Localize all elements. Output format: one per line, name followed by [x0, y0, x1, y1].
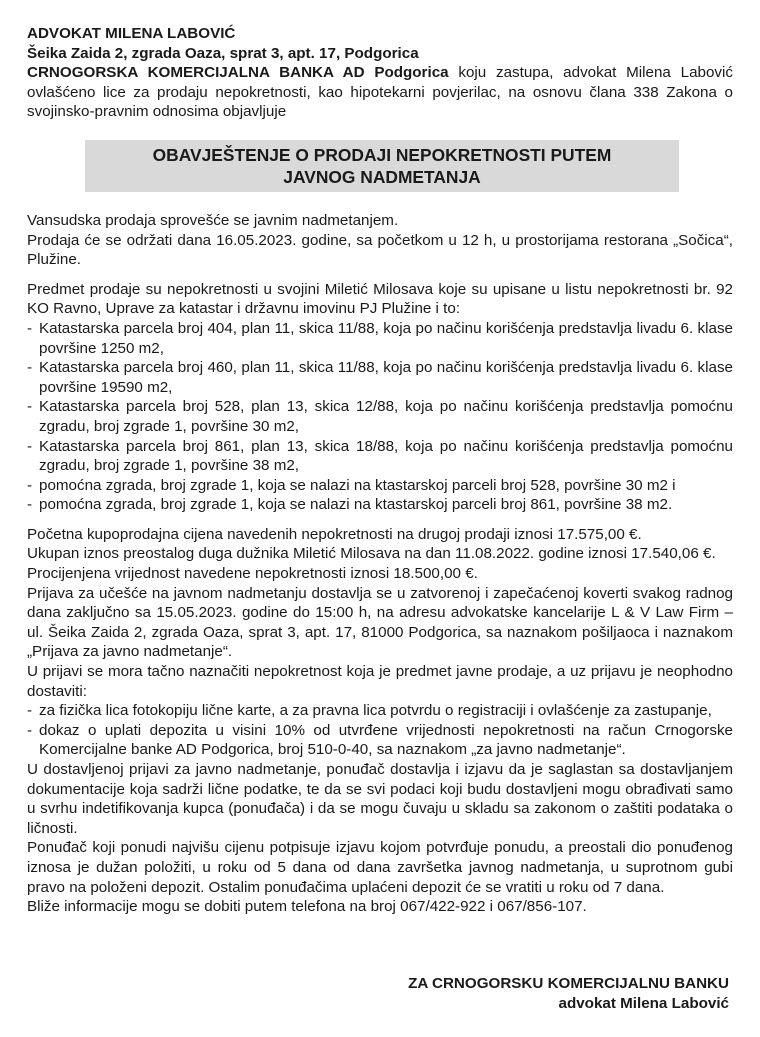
starting-price: Početna kupoprodajna cijena navedenih nepokretnosti na drugoj prodaji iznosi 17.575,00 €. — [27, 525, 642, 543]
application-submission: Prijava za učešće na javnom nadmetanju dostavlja se u zatvorenoj i zapečaćenoj koverti svakog radnog dana zaključno sa 15.05.2023. godine do 15:00 h, na adresu advokatske kancelarije L & V Law Firm – ul. Šeika Zaida 2, zgrada Oaza, sprat 3, apt. 17, 81000 Podgorica, sa naznakom pošiljaoca i naznakom „Prijava za javno nadmetanje“. — [27, 584, 733, 661]
estimated-value: Procijenjena vrijednost navedene nepokretnosti iznosi 18.500,00 €. — [27, 565, 478, 583]
subject-of-sale: Predmet prodaje su nepokretnosti u svojini Miletić Milosava koje su upisane u listu nepokretnosti br. 92 KO Ravno, Uprave za katastar i državnu imovinu PJ Plužine i to: — [27, 280, 733, 318]
list-marker: - — [27, 319, 33, 337]
signature-name: advokat Milena Labović — [558, 995, 729, 1012]
list-marker: - — [27, 702, 33, 720]
list-item: - Katastarska parcela broj 528, plan 13, skica 12/88, koja po načinu korišćenja predstavlja pomoćnu zgradu, broj zgrade 1, površine 30 m2, — [27, 398, 733, 435]
sale-method: Vansudska prodaja sprovešće se javnim nadmetanjem. — [27, 211, 399, 229]
signature-block — [408, 974, 729, 1014]
notice-title — [85, 140, 679, 192]
list-item: - Katastarska parcela broj 861, plan 13, skica 18/88, koja po načinu korišćenja predstavlja pomoćnu zgradu, broj zgrade 1, površine 38 m2, — [27, 437, 733, 475]
intro-paragraph — [27, 63, 733, 122]
list-marker: - — [27, 359, 33, 377]
data-consent: U dostavljenoj prijavi za javno nadmetanje, ponuđač dostavlja i izjavu da je saglastan sa dostavljanjem dokumentacije koja sadrži lične podatke, te da se svi podaci koji budu dostavljeni mogu obrađivati samo u svrhu indetifikovanja kupca (ponuđača) i da se mogu čuvaju u skladu sa zakonom o zaštiti podataka o ličnosti. — [27, 761, 733, 837]
documents-list — [27, 701, 733, 760]
list-marker: - — [27, 476, 33, 494]
list-marker: - — [27, 496, 33, 514]
signature-org: ZA CRNOGORSKU KOMERCIJALNU BANKU — [408, 975, 729, 992]
application-requirements: U prijavi se mora tačno naznačiti nepokretnost koja je predmet javne prodaje, a uz prijavu je neophodno dostaviti: — [27, 663, 733, 700]
remaining-debt: Ukupan iznos preostalog duga dužnika Miletić Milosava na dan 11.08.2022. godine iznosi 17.540,06 €. — [27, 545, 716, 563]
list-item: - dokaz o uplati depozita u visini 10% od utvrđene vrijednosti nepokretnosti na račun Crnogorske Komercijalne banke AD Podgorica, broj 510-0-40, sa naznakom „za javno nadmetanje“. — [27, 721, 733, 759]
list-marker: - — [27, 437, 33, 455]
sale-date-location: Prodaja će se održati dana 16.05.2023. godine, sa početkom u 12 h, u prostorijama restorana „Sočica“, Plužine. — [27, 231, 733, 269]
list-item: - pomoćna zgrada, broj zgrade 1, koja se nalazi na ktastarskoj parceli broj 528, površine 30 m2 i — [27, 476, 676, 494]
bank-name: CRNOGORSKA KOMERCIJALNA BANKA AD Podgorica — [27, 64, 449, 82]
issuer-address: Šeika Zaida 2, zgrada Oaza, sprat 3, apt. 17, Podgorica — [27, 44, 419, 62]
contact-info: Bliže informacije mogu se dobiti putem telefona na broj 067/422-922 i 067/856-107. — [27, 898, 587, 916]
notice-title-line2: JAVNOG NADMETANJA — [283, 166, 481, 187]
list-item: - za fizička lica fotokopiju lične karte, a za pravna lica potvrdu o registraciji i ovlašćenje za zastupanje, — [27, 702, 712, 720]
list-item: - Katastarska parcela broj 404, plan 11, skica 11/88, koja po načinu korišćenja predstavlja livadu 6. klase površine 1250 m2, — [27, 319, 733, 357]
highest-bidder-terms: Ponuđač koji ponudi najvišu cijenu potpisuje izjavu kojom potvrđuje ponudu, a preostali dio ponuđenog iznosa je dužan položiti, u roku od 5 dana od dana završetka javnog nadmetanja, u suprotnom gubi pravo na položeni depozit. Ostalim ponuđačima uplaćeni depozit će se vratiti u roku od 7 dana. — [27, 839, 733, 896]
issuer-name: ADVOKAT MILENA LABOVIĆ — [27, 25, 236, 42]
intro-text: koju zastupa, advokat Milena Labović ovlašćeno lice za prodaju nepokretnosti, kao hipotekarni povjerilac, na osnovu člana 338 Zakona o svojinsko-pravnim odnosima objavljuje — [27, 64, 733, 121]
list-item: - Katastarska parcela broj 460, plan 11, skica 11/88, koja po načinu korišćenja predstavlja livadu 6. klase površine 19590 m2, — [27, 359, 733, 396]
list-marker: - — [27, 721, 33, 739]
list-marker: - — [27, 398, 33, 416]
property-list — [27, 319, 733, 515]
list-item: - pomoćna zgrada, broj zgrade 1, koja se nalazi na ktastarskoj parceli broj 861, površine 38 m2. — [27, 496, 673, 514]
notice-title-line1: OBAVJEŠTENJE O PRODAJI NEPOKRETNOSTI PUTEM — [152, 144, 612, 165]
